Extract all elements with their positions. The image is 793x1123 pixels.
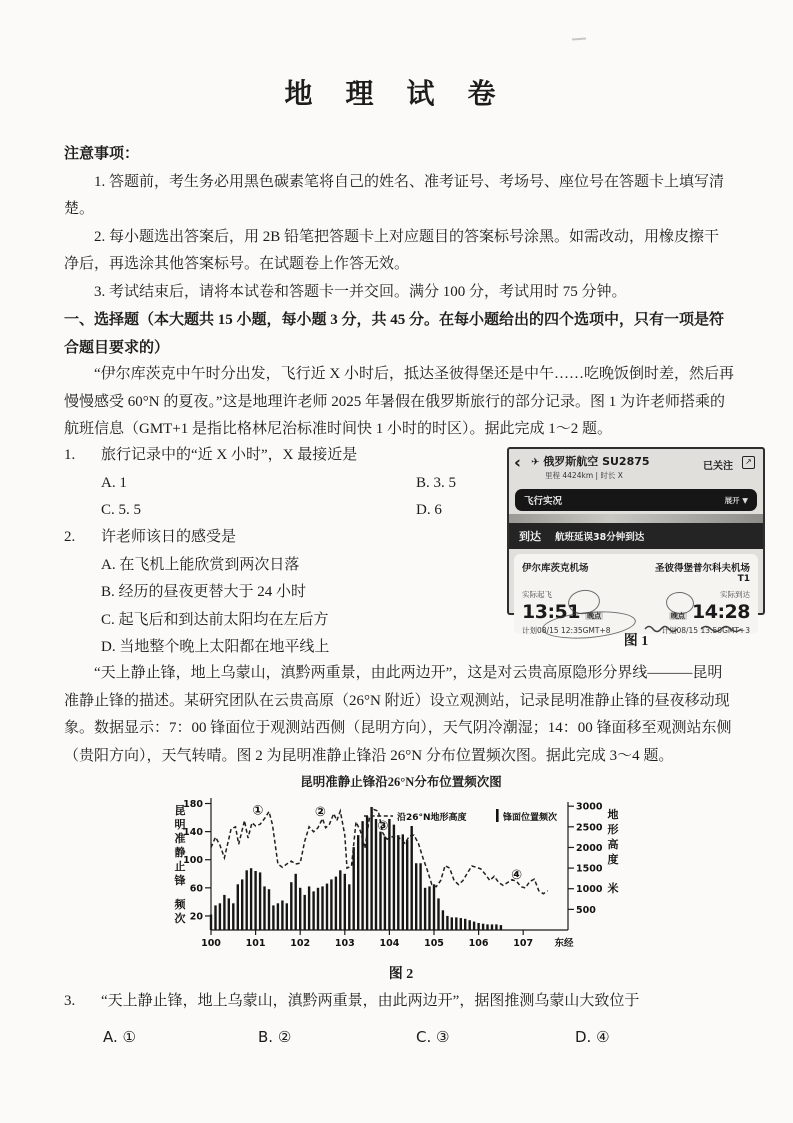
section1-heading: 一、选择题（本大题共 15 小题，每小题 3 分，共 45 分。在每小题给出的四个选项中，只有一项是符合题目要求的） [64, 312, 725, 356]
depart-airport: 伊尔库茨克机场 [522, 563, 589, 574]
question-3-option-a: A. ① [103, 1027, 136, 1046]
question-1-option-d: D. 6 [416, 502, 442, 518]
svg-text:180: 180 [183, 799, 203, 811]
svg-text:102: 102 [290, 938, 311, 949]
notice-item-1: 1. 答题前，考生务必用黑色碳素笔将自己的姓名、准考证号、考场号、座位号在答题卡上填写清楚。 [64, 173, 725, 217]
depart-plan: 计划08/15 12:35GMT+8 [522, 626, 611, 635]
flight-live-bar [515, 489, 757, 511]
svg-text:①: ① [252, 803, 264, 819]
svg-text:20: 20 [189, 911, 203, 923]
svg-text:锋面位置频次: 锋面位置频次 [503, 813, 558, 823]
arrive-plan: 计划08/15 13:50GMT+3 [661, 626, 750, 635]
svg-text:度: 度 [607, 853, 619, 866]
svg-text:100: 100 [183, 855, 203, 867]
svg-text:100: 100 [201, 938, 221, 949]
flight-route-info: 里程 4424km | 时长 X [545, 471, 623, 480]
followed-button: 已关注 [703, 461, 733, 472]
passage-2-text: “天上静止锋，地上乌蒙山，滇黔两重景，由此两边开”，这是对云贵高原隐形分界线———昆明准静止锋的描述。某研究团队在云贵高原（26°N 附近）设立观测站，记录昆明准静止锋的昼夜移动现象。数据显示：7：00 锋面位于观测站西侧（昆明方向），天气阴冷潮湿；14：00 锋面移至观测站东侧（贵阳方向），天气转晴。图 2 为昆明准静止锋沿 26°N 分布位置频次图。据此完成 3～4 题。 [64, 665, 732, 764]
svg-text:101: 101 [245, 938, 266, 949]
arrival-status: 航班延误38分钟到达 [555, 532, 645, 543]
question-3-option-c: C. ③ [416, 1027, 450, 1046]
svg-text:准: 准 [174, 832, 186, 845]
svg-text:103: 103 [334, 938, 355, 949]
figure-2-caption: 图 2 [388, 967, 414, 982]
fig2-chart [166, 772, 636, 983]
question-3-option-b: B. ② [258, 1027, 292, 1046]
arrive-airport: 圣彼得堡普尔科夫机场 T1 [654, 563, 750, 584]
actual-arrive-label: 实际到达 [720, 590, 750, 599]
question-3-number: 3. [64, 993, 76, 1009]
share-icon: ↗ [742, 456, 755, 469]
svg-text:米: 米 [607, 882, 619, 895]
passage-2 [64, 660, 734, 770]
svg-text:沿26°N地形高度: 沿26°N地形高度 [397, 813, 467, 823]
question-2-option-c: C. 起飞后和到达前太阳均在左后方 [101, 611, 329, 628]
back-chevron-icon: ‹ [514, 453, 522, 473]
notice-item-3: 3. 考试结束后，请将本试卷和答题卡一并交回。满分 100 分，考试用时 75 分钟。 [94, 283, 627, 300]
svg-text:地: 地 [607, 808, 619, 821]
svg-text:104: 104 [379, 938, 400, 949]
arrival-band [509, 523, 763, 549]
page-title: 地 理 试 卷 [284, 79, 509, 110]
flight-live-label: 飞行实况 [524, 496, 563, 507]
svg-text:③: ③ [377, 819, 389, 834]
flight-app-header [509, 449, 763, 487]
notice-heading: 注意事项： [64, 146, 140, 162]
question-2-option-d: D. 当地整个晚上太阳都在地平线上 [101, 639, 330, 655]
depart-time-group [522, 601, 603, 623]
question-3-text: “天上静止锋，地上乌蒙山，滇黔两重景，由此两边开”，据图推测乌蒙山大致位于 [101, 993, 640, 1009]
arrival-label: 到达 [519, 530, 541, 543]
section1-intro [64, 361, 734, 444]
svg-text:2500: 2500 [576, 822, 603, 834]
question-2-number: 2. [64, 529, 76, 545]
svg-text:3000: 3000 [576, 801, 603, 813]
question-1-option-a: A. 1 [101, 474, 127, 491]
expand-control: 展开 ▼ [724, 495, 748, 505]
notice-section [64, 141, 732, 306]
figure-1-caption: 图 1 [623, 634, 649, 649]
svg-text:105: 105 [424, 938, 444, 949]
section1-intro-text: “伊尔库茨克中午时分出发，飞行近 X 小时后，抵达圣彼得堡还是中午……吃晚饭倒时差，然后再慢慢感受 60°N 的夏夜。”这是地理许老师 2025 年暑假在俄罗斯旅行的部分记录。图 1 为许老师搭乘的航班信息（GMT+1 是指比格林尼治标准时间快 1 小时的时区）。据此完成 1～2 题。 [64, 366, 734, 437]
svg-text:频: 频 [174, 898, 186, 911]
question-1-number: 1. [64, 447, 76, 463]
airplane-icon: ✈ [531, 457, 540, 468]
svg-text:1500: 1500 [576, 863, 603, 875]
map-strip [509, 514, 763, 523]
svg-text:锋: 锋 [174, 874, 186, 887]
svg-text:1000: 1000 [576, 884, 603, 896]
svg-text:500: 500 [576, 904, 596, 916]
svg-text:106: 106 [468, 938, 489, 949]
arrive-time-group [669, 601, 750, 623]
svg-text:静: 静 [174, 846, 186, 859]
question-2-option-b: B. 经历的昼夜更替大于 24 小时 [101, 584, 307, 600]
depart-time: 13:51 [522, 601, 580, 623]
flight-airline: 俄罗斯航空 SU2875 [543, 455, 650, 468]
actual-depart-label: 实际起飞 [522, 590, 552, 599]
question-2 [64, 524, 524, 662]
scan-artifact-dash [572, 38, 586, 41]
svg-text:60: 60 [189, 883, 203, 895]
question-3-option-d: D. ④ [575, 1027, 610, 1046]
depart-status-badge: 晚点 [587, 612, 602, 620]
question-2-option-a: A. 在飞机上能欣赏到两次日落 [101, 556, 300, 573]
svg-text:④: ④ [510, 868, 523, 884]
svg-text:②: ② [314, 804, 326, 820]
question-1 [64, 442, 509, 525]
question-2-text: 许老师该日的感受是 [101, 529, 237, 545]
svg-text:高: 高 [607, 838, 619, 851]
svg-text:东经: 东经 [554, 938, 574, 949]
svg-text:107: 107 [513, 938, 534, 949]
svg-text:次: 次 [174, 912, 186, 925]
svg-text:2000: 2000 [576, 842, 603, 854]
svg-text:昆: 昆 [174, 804, 186, 817]
chart-title: 昆明准静止锋沿26°N分布位置频次图 [300, 775, 502, 789]
notice-item-2: 2. 每小题选出答案后，用 2B 铅笔把答题卡上对应题目的答案标号涂黑。如需改动，用橡皮擦干净后，再选涂其他答案标号。在试题卷上作答无效。 [64, 228, 720, 272]
question-3 [64, 988, 734, 1051]
svg-text:明: 明 [174, 818, 186, 831]
arrive-status-badge: 晚点 [670, 612, 685, 620]
question-1-option-b: B. 3. 5 [416, 474, 457, 491]
svg-text:止: 止 [174, 860, 186, 873]
flight-times-card [514, 554, 758, 634]
svg-text:形: 形 [607, 823, 619, 836]
svg-text:140: 140 [183, 827, 203, 839]
arrive-time: 14:28 [692, 601, 750, 623]
question-1-option-c: C. 5. 5 [101, 502, 142, 518]
arrive-terminal: T1 [737, 574, 750, 584]
flight-app-screenshot [507, 447, 765, 635]
question-1-text: 旅行记录中的“近 X 小时”，X 最接近是 [101, 447, 358, 463]
chart-canvas [166, 792, 636, 954]
caret-down-icon: ▼ [742, 495, 748, 505]
